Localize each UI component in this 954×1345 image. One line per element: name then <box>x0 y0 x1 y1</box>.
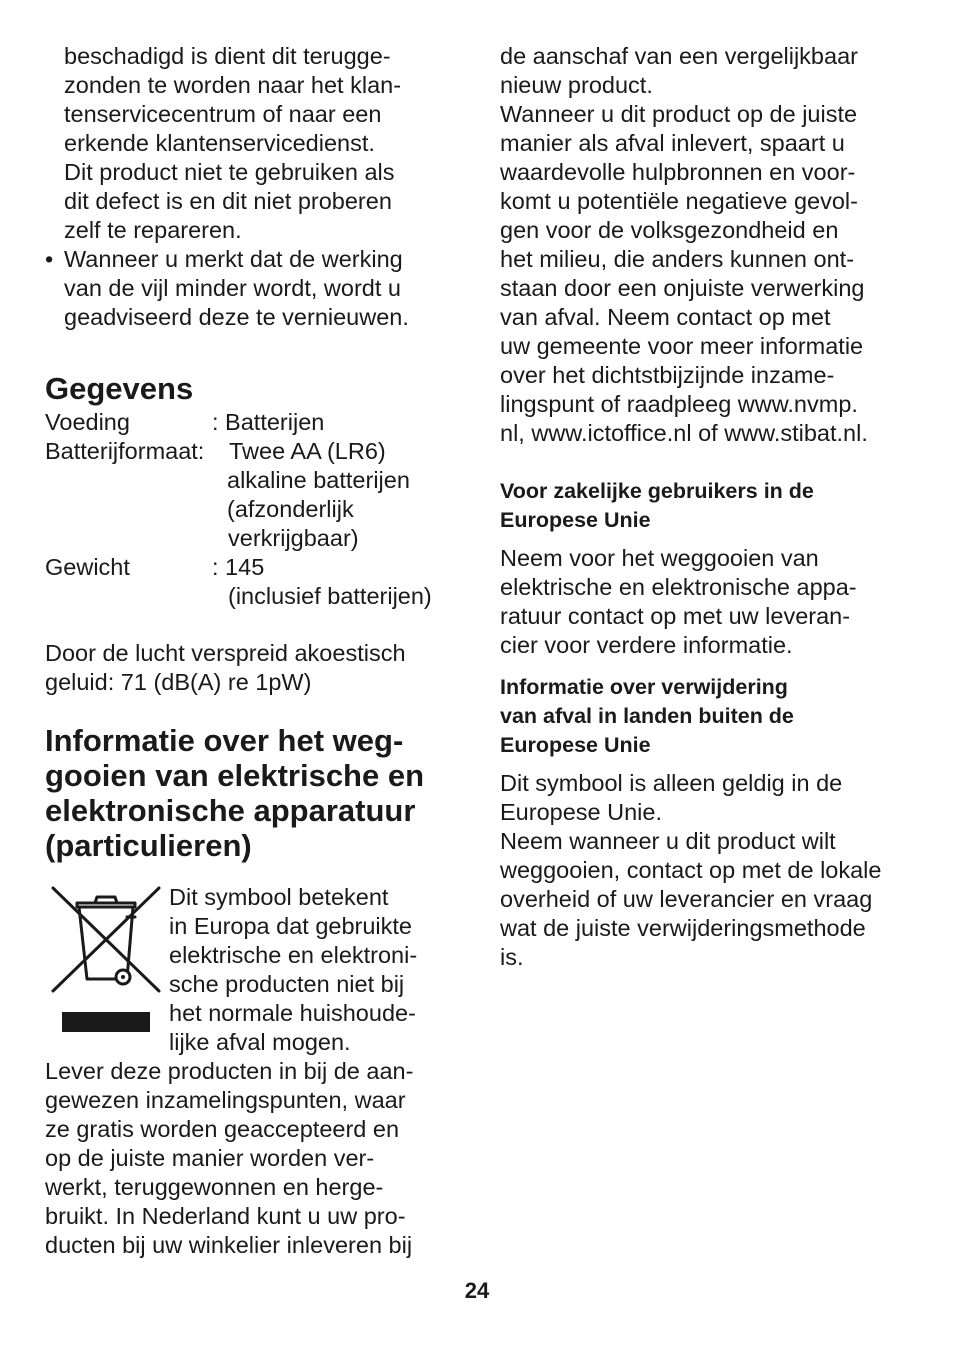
text-line: Dit product niet te gebruiken als <box>64 159 395 185</box>
text-line: gewezen inzamelingspunten, waar <box>45 1087 406 1113</box>
outside-eu-paragraph <box>500 769 915 972</box>
text-line: geluid: 71 (dB(A) re 1pW) <box>45 669 312 695</box>
text-line: tenservicecentrum of naar een <box>64 101 382 127</box>
text-line: zelf te repareren. <box>64 217 242 243</box>
spec-row <box>45 553 455 582</box>
outside-eu-heading <box>500 673 915 760</box>
intro-paragraph <box>45 42 455 245</box>
text-line: over het dichtstbijzijnde inzame- <box>500 362 835 388</box>
heading-line: elektronische apparatuur <box>45 793 416 828</box>
specs-heading: Gegevens <box>45 371 194 406</box>
collection-paragraph <box>45 1057 455 1260</box>
heading-line: Informatie over verwijdering <box>500 675 788 699</box>
symbol-explanation <box>169 883 455 1057</box>
text-line: uw gemeente voor meer informatie <box>500 333 864 359</box>
spec-value: : 145 <box>212 554 265 580</box>
disposal-heading <box>45 723 455 863</box>
text-line: waardevolle hulpbronnen en voor- <box>500 159 856 185</box>
spec-label: Gewicht <box>45 554 130 580</box>
text-line: ze gratis worden geaccepteerd en <box>45 1116 400 1142</box>
heading-line: van afval in landen buiten de <box>500 704 794 728</box>
text-line: Dit symbool is alleen geldig in de <box>500 770 843 796</box>
spec-row <box>45 437 455 466</box>
text-line: erkende klantenservicedienst. <box>64 130 375 156</box>
spec-row <box>45 582 455 611</box>
text-line: wat de juiste verwijderingsmethode <box>500 915 866 941</box>
weee-block <box>45 883 455 1057</box>
text-line: nieuw product. <box>500 72 653 98</box>
spec-value: (inclusief batterijen) <box>228 583 432 609</box>
noise-paragraph <box>45 639 455 697</box>
text-line: is. <box>500 944 524 970</box>
text-line: geadviseerd deze te vernieuwen. <box>64 304 409 330</box>
heading-line: Europese Unie <box>500 733 651 757</box>
text-line: Door de lucht verspreid akoestisch <box>45 640 406 666</box>
specs-table <box>45 408 455 611</box>
text-line: gen voor de volksgezondheid en <box>500 217 839 243</box>
spec-value: (afzonderlijk <box>227 496 354 522</box>
text-line: beschadigd is dient dit terugge- <box>64 43 391 69</box>
heading-line: Voor zakelijke gebruikers in de <box>500 479 814 503</box>
crossed-out-wheelie-bin-icon <box>45 883 169 1057</box>
spec-row <box>45 524 455 553</box>
business-paragraph <box>500 544 915 660</box>
spec-value: verkrijgbaar) <box>228 525 359 551</box>
spec-row <box>45 466 455 495</box>
text-line: Lever deze producten in bij de aan- <box>45 1058 414 1084</box>
spec-label: Voeding <box>45 409 130 435</box>
text-line: elektrische en elektronische appa- <box>500 574 857 600</box>
page-number: 24 <box>464 1278 490 1303</box>
text-line: de aanschaf van een vergelijkbaar <box>500 43 858 69</box>
text-line: bruikt. In Nederland kunt u uw pro- <box>45 1203 406 1229</box>
left-column <box>45 42 455 1260</box>
text-line: Neem wanneer u dit product wilt <box>500 828 836 854</box>
text-line: dit defect is en dit niet proberen <box>64 188 392 214</box>
text-line: overheid of uw leverancier en vraag <box>500 886 873 912</box>
text-line: cier voor verdere informatie. <box>500 632 793 658</box>
spec-label: Batterijformaat: <box>45 438 205 464</box>
continued-paragraph <box>500 42 915 448</box>
text-line: staan door een onjuiste verwerking <box>500 275 865 301</box>
spec-value: alkaline batterijen <box>227 467 410 493</box>
text-line: nl, www.ictoffice.nl of www.stibat.nl. <box>500 420 868 446</box>
heading-line: gooien van elektrische en <box>45 758 425 793</box>
text-line: ratuur contact op met uw leveran- <box>500 603 851 629</box>
spec-row <box>45 495 455 524</box>
spec-value: : Batterijen <box>212 409 325 435</box>
business-heading <box>500 477 915 535</box>
text-line: het normale huishoude- <box>169 1000 416 1026</box>
text-line: van de vijl minder wordt, wordt u <box>64 275 401 301</box>
spec-row <box>45 408 455 437</box>
text-line: • Wanneer u merkt dat de werking <box>45 245 455 274</box>
heading-line: (particulieren) <box>45 828 252 863</box>
text-line: zonden te worden naar het klan- <box>64 72 402 98</box>
text-line: manier als afval inlevert, spaart u <box>500 130 845 156</box>
text-line: lijke afval mogen. <box>169 1029 351 1055</box>
weee-symbol-graphic <box>51 883 165 1043</box>
text-line: het milieu, die anders kunnen ont- <box>500 246 855 272</box>
text-line: van afval. Neem contact op met <box>500 304 831 330</box>
spec-value: Twee AA (LR6) <box>229 438 386 464</box>
text-line: ducten bij uw winkelier inleveren bij <box>45 1232 413 1258</box>
text-line: lingspunt of raadpleeg www.nvmp. <box>500 391 858 417</box>
text-line: in Europa dat gebruikte <box>169 913 412 939</box>
text-line: weggooien, contact op met de lokale <box>500 857 882 883</box>
text-line: op de juiste manier worden ver- <box>45 1145 375 1171</box>
heading-line: Informatie over het weg- <box>45 723 404 758</box>
bullet-item <box>45 245 455 332</box>
text-line: elektrische en elektroni- <box>169 942 418 968</box>
text-line: Wanneer u dit product op de juiste <box>500 101 858 127</box>
text-line: sche producten niet bij <box>169 971 405 997</box>
text-line: Neem voor het weggooien van <box>500 545 819 571</box>
right-column <box>500 42 915 972</box>
heading-line: Europese Unie <box>500 508 651 532</box>
text-line: werkt, teruggewonnen en herge- <box>45 1174 384 1200</box>
text-line: Europese Unie. <box>500 799 662 825</box>
text-line: komt u potentiële negatieve gevol- <box>500 188 858 214</box>
text-line: Dit symbool betekent <box>169 884 389 910</box>
